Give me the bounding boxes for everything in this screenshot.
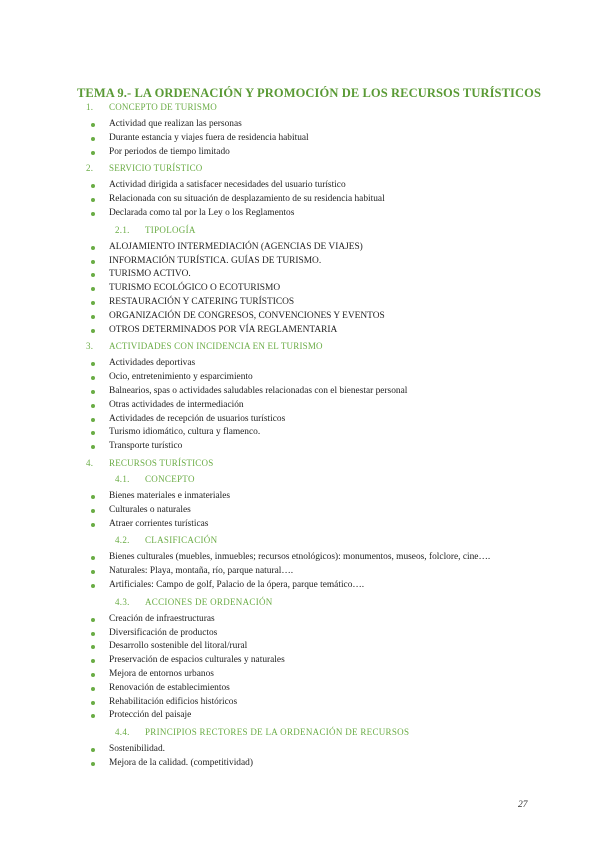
list-item: Por periodos de tiempo limitado [86, 146, 556, 160]
bullet-list [86, 118, 556, 159]
subsection-number: 4.1. [115, 473, 130, 484]
bullet-list [86, 179, 556, 220]
list-item: Protección del paisaje [86, 709, 556, 723]
subsection-number: 4.2. [115, 535, 130, 546]
list-item: Durante estancia y viajes fuera de residencia habitual [86, 132, 556, 146]
list-item: Declarada como tal por la Ley o los Reglamentos [86, 207, 556, 221]
bullet-list [86, 613, 556, 723]
list-item: Otras actividades de intermediación [86, 399, 556, 413]
list-item: Desarrollo sostenible del litoral/rural [86, 640, 556, 654]
list-item: Balnearios, spas o actividades saludables relacionadas con el bienestar personal [86, 385, 556, 399]
section-title: CONCEPTO DE TURISMO [109, 102, 217, 112]
subsection-heading [86, 535, 556, 551]
list-item: Rehabilitación edificios históricos [86, 696, 556, 710]
list-item: Artificiales: Campo de golf, Palacio de la ópera, parque temático…. [86, 579, 556, 593]
list-item: OTROS DETERMINADOS POR VÍA REGLAMENTARIA [86, 324, 556, 338]
page-title: TEMA 9.- LA ORDENACIÓN Y PROMOCIÓN DE LOS RECURSOS TURÍSTICOS [76, 86, 542, 100]
list-item: Naturales: Playa, montaña, río, parque natural…. [86, 565, 556, 579]
bullet-list [86, 357, 556, 454]
list-item: ALOJAMIENTO INTERMEDIACIÓN (AGENCIAS DE VIAJES) [86, 241, 556, 255]
section-title: RECURSOS TURÍSTICOS [109, 457, 214, 468]
section-heading [86, 341, 556, 357]
section-heading [86, 458, 556, 474]
subsection-title: PRINCIPIOS RECTORES DE LA ORDENACIÓN DE RECURSOS [145, 727, 410, 738]
list-item: Actividades de recepción de usuarios turísticos [86, 413, 556, 427]
list-item: INFORMACIÓN TURÍSTICA. GUÍAS DE TURISMO. [86, 255, 556, 269]
subsection-number: 2.1. [115, 224, 130, 235]
subsection-title: ACCIONES DE ORDENACIÓN [145, 596, 273, 607]
list-item: Bienes materiales e inmateriales [86, 490, 556, 504]
list-item: RESTAURACIÓN Y CATERING TURÍSTICOS [86, 296, 556, 310]
subsection-title: TIPOLOGÍA [145, 224, 196, 235]
list-item: Transporte turístico [86, 440, 556, 454]
section-title: SERVICIO TURÍSTICO [109, 163, 203, 174]
section-heading [86, 163, 556, 179]
list-item: Sostenibilidad. [86, 743, 556, 757]
list-item: Diversificación de productos [86, 627, 556, 641]
list-item: ORGANIZACIÓN DE CONGRESOS, CONVENCIONES Y EVENTOS [86, 310, 556, 324]
list-item: Actividad dirigida a satisfacer necesidades del usuario turístico [86, 179, 556, 193]
subsection-heading [86, 727, 556, 743]
list-item: Actividad que realizan las personas [86, 118, 556, 132]
list-item: Mejora de la calidad. (competitividad) [86, 757, 556, 771]
list-item: Turismo idiomático, cultura y flamenco. [86, 426, 556, 440]
bullet-list [86, 241, 556, 338]
list-item: Culturales o naturales [86, 504, 556, 518]
list-item: Renovación de establecimientos [86, 682, 556, 696]
subsection-heading [86, 597, 556, 613]
subsection-title: CONCEPTO [145, 473, 195, 484]
subsection-number: 4.4. [115, 727, 130, 738]
section-number: 4. [86, 457, 94, 468]
subsection-heading [86, 225, 556, 241]
bullet-list [86, 490, 556, 531]
page-number: 27 [518, 800, 528, 810]
bullet-list [86, 743, 556, 771]
list-item: Atraer corrientes turísticas [86, 518, 556, 532]
list-item: Preservación de espacios culturales y naturales [86, 654, 556, 668]
list-item: TURISMO ACTIVO. [86, 268, 556, 282]
bullet-list [86, 551, 556, 592]
section-heading [86, 102, 556, 118]
subsection-title: CLASIFICACIÓN [145, 535, 218, 546]
list-item: Ocio, entretenimiento y esparcimiento [86, 371, 556, 385]
list-item: Relacionada con su situación de desplazamiento de su residencia habitual [86, 193, 556, 207]
list-item: TURISMO ECOLÓGICO O ECOTURISMO [86, 282, 556, 296]
section-number: 2. [86, 163, 94, 174]
section-number: 3. [86, 341, 94, 352]
subsection-heading [86, 474, 556, 490]
document-body [86, 102, 556, 771]
list-item: Actividades deportivas [86, 357, 556, 371]
subsection-number: 4.3. [115, 596, 130, 607]
section-title: ACTIVIDADES CON INCIDENCIA EN EL TURISMO [109, 341, 323, 352]
section-number: 1. [86, 102, 94, 112]
list-item: Mejora de entornos urbanos [86, 668, 556, 682]
list-item: Bienes culturales (muebles, inmuebles; recursos etnológicos): monumentos, museos, folclore, cine…. [86, 551, 556, 565]
list-item: Creación de infraestructuras [86, 613, 556, 627]
